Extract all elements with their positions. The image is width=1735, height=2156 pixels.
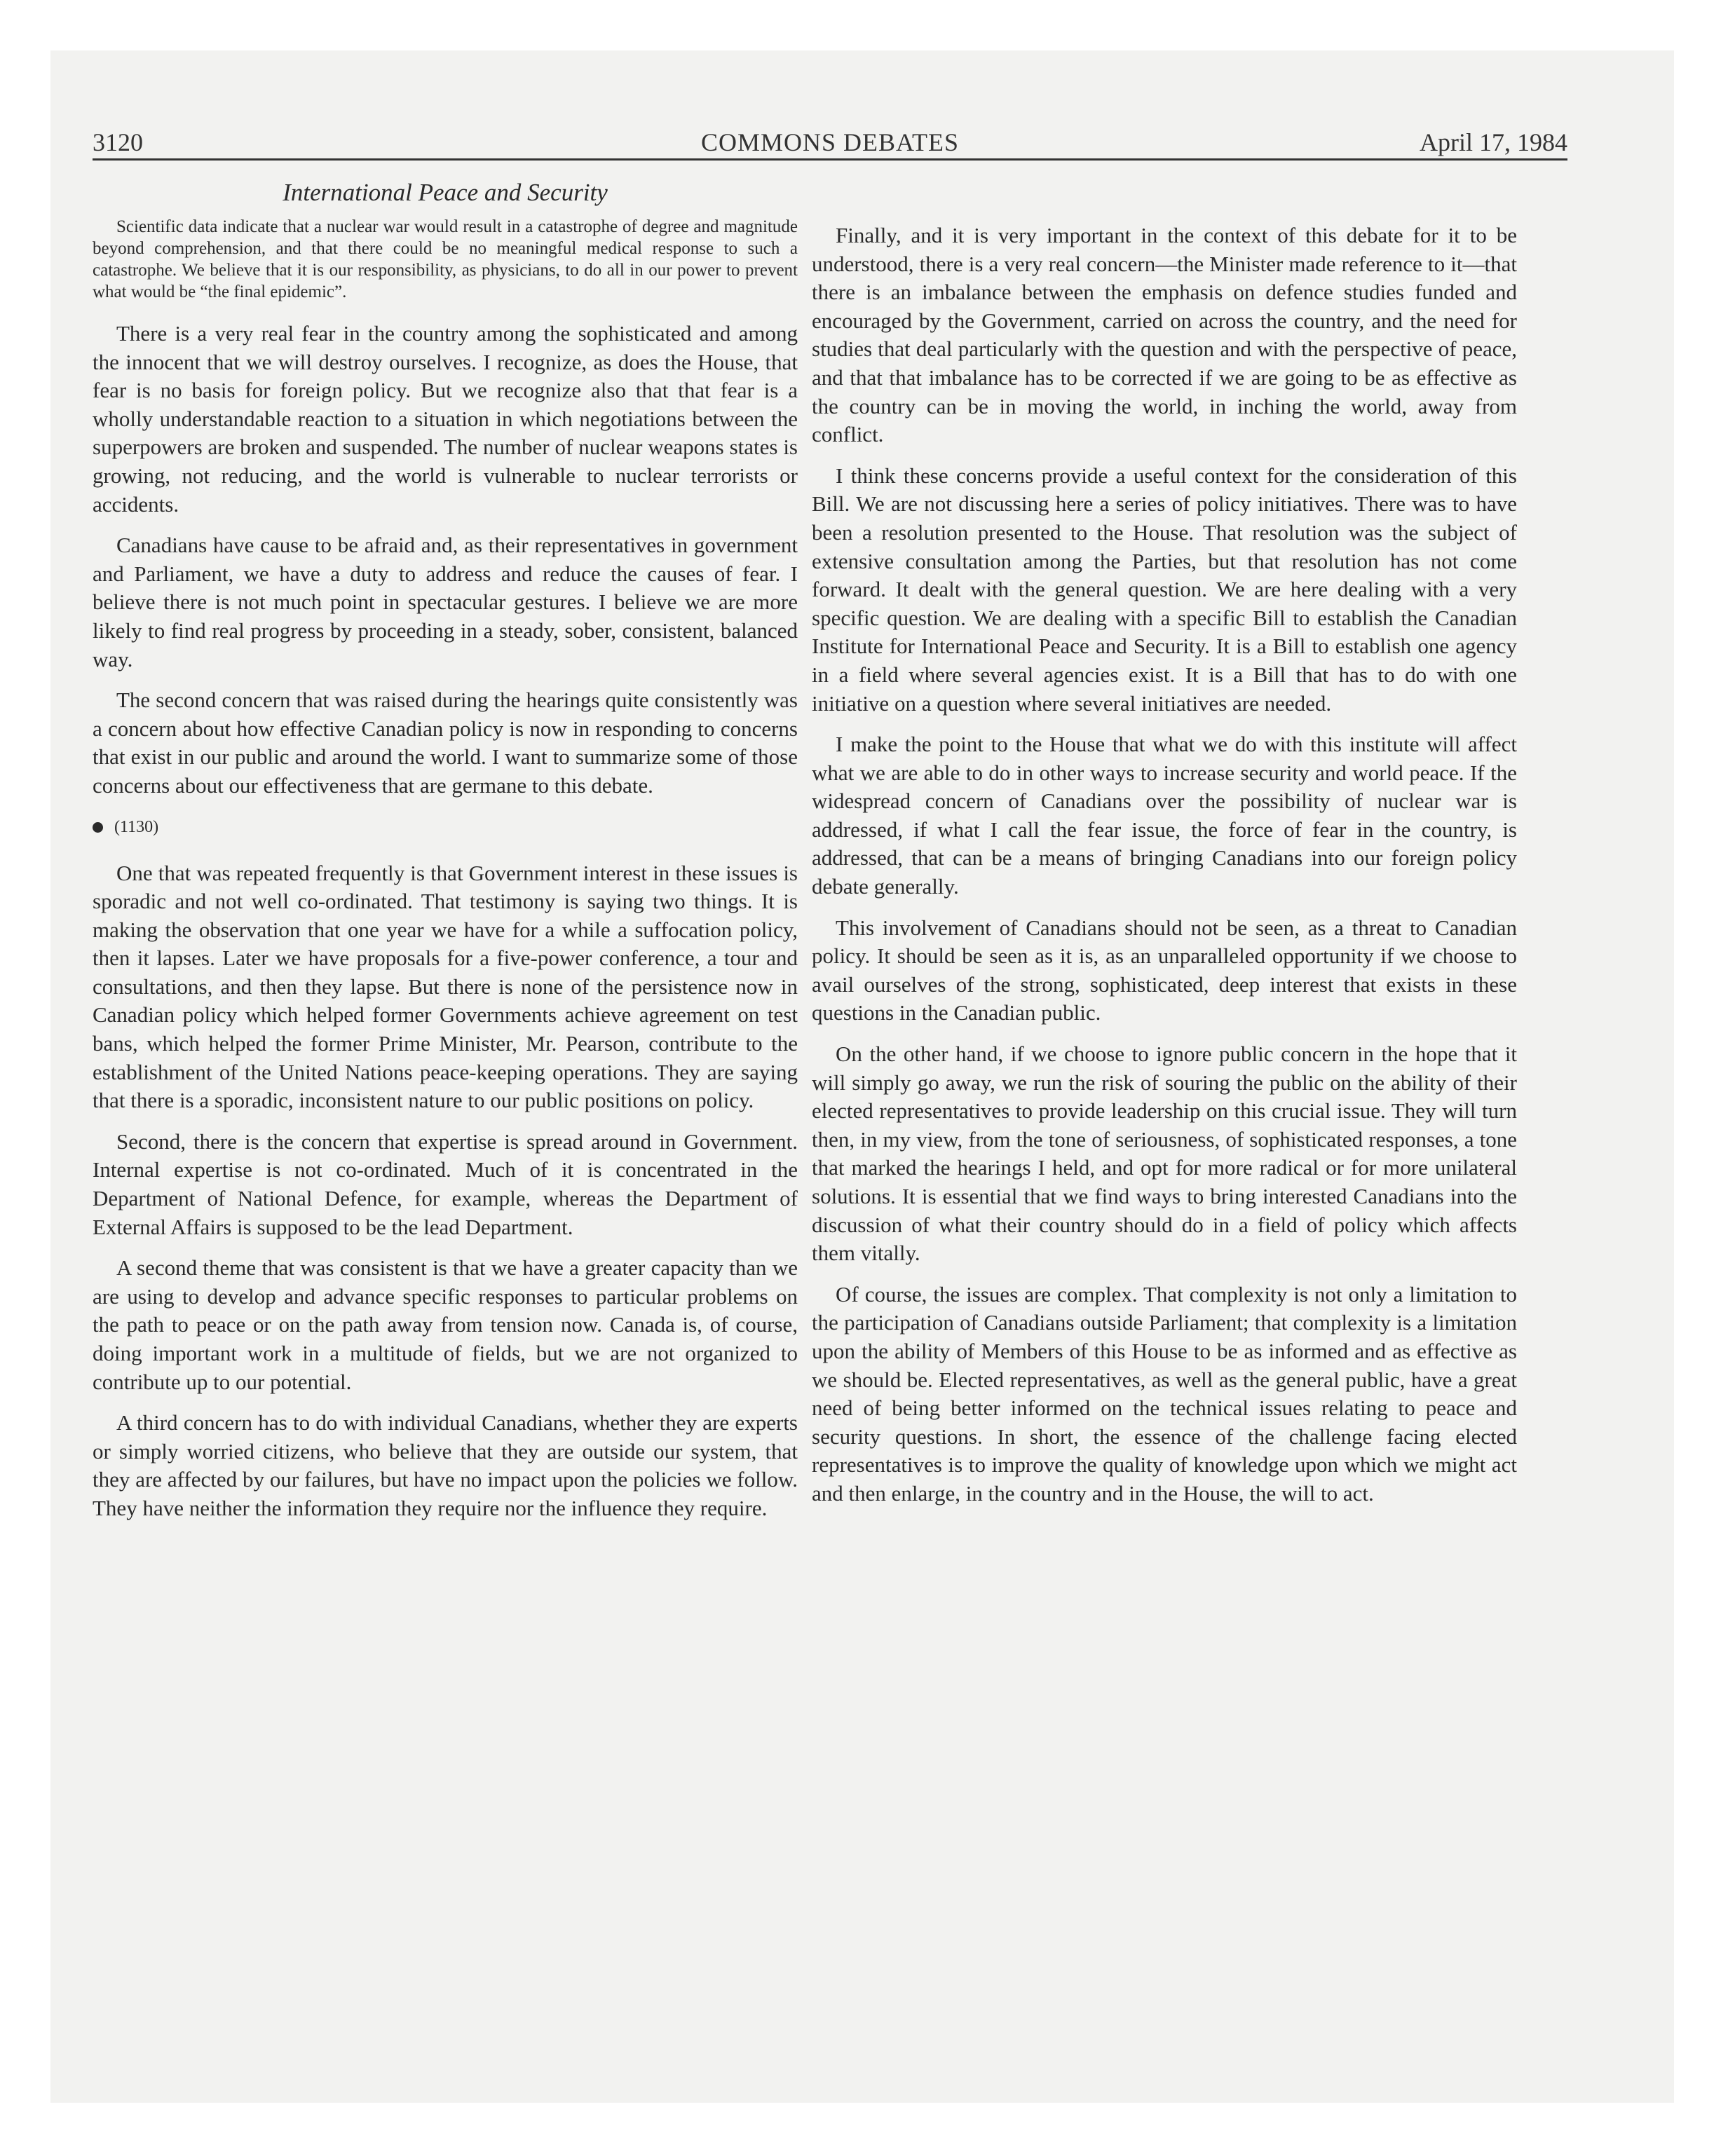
page-header bbox=[93, 126, 1567, 161]
paragraph: The second concern that was raised during the hearings quite consistently was a concern about how effective Canadian policy is now in responding to concerns that exist in our public and around the world. I want to summarize some of those concerns about our effectiveness that are germane to this debate. bbox=[93, 688, 798, 798]
page-number: 3120 bbox=[93, 128, 143, 156]
block-quote: Scientific data indicate that a nuclear war would result in a catastrophe of degree and magnitude beyond comprehension, and that there could be no meaningful medical response to such a catastrophe. We believe that it is our responsibility, as physicians, to do all in our power to prevent what would be “the final epidemic”. bbox=[93, 217, 798, 301]
paragraph: Canadians have cause to be afraid and, as their representatives in government and Parliament, we have a duty to address and reduce the causes of fear. I believe there is not much point in spectacular gestures. I believe we are more likely to find real progress by proceeding in a steady, sober, consistent, balanced way. bbox=[93, 533, 798, 671]
right-column bbox=[812, 221, 1517, 1521]
paragraph: Finally, and it is very important in the context of this debate for it to be understood, there is a very real concern—the Minister made reference to it—that there is an imbalance between the emphasis on defence studies funded and encouraged by the Government, carried on across the country, and the need for studies that deal particularly with the question and with the perspective of peace, and that that imbalance has to be corrected if we are going to be as effective as the country can be in moving the world, in inching the world, away from conflict. bbox=[812, 223, 1517, 447]
paragraph: A second theme that was consistent is that we have a greater capacity than we are using to develop and advance specific responses to particular problems on the path to peace or on the path away from tension now. Canada is, of course, doing important work in a multitude of fields, but we are not organized to contribute up to our potential. bbox=[93, 1255, 798, 1394]
paragraph: I make the point to the House that what we do with this institute will affect what we are able to do in other ways to increase security and world peace. If the widespread concern of Canadians over the possibility of nuclear war is addressed, if what I call the fear issue, the force of fear in the country, is addressed, that can be a means of bringing Canadians into our foreign policy debate generally. bbox=[812, 732, 1517, 899]
paragraph: One that was repeated frequently is that Government interest in these issues is sporadic and not well co-ordinated. That testimony is saying two things. It is making the observation that one year we have for a while a suffocation policy, then it lapses. Later we have proposals for a five-power conference, a tour and consultations, and then they lapse. But there is none of the persistence now in Canadian policy which helped former Governments achieve agreement on test bans, which helped the former Prime Minister, Mr. Pearson, contribute to the establishment of the United Nations peace-keeping operations. They are saying that there is a sporadic, inconsistent nature to our public positions on policy. bbox=[93, 860, 798, 1113]
publication-title: COMMONS DEBATES bbox=[700, 128, 960, 156]
paragraph: On the other hand, if we choose to ignore public concern in the hope that it will simply go away, we run the risk of souring the public on the ability of their elected representatives to provide leadership on this crucial issue. They will turn then, in my view, from the tone of seriousness, of sophisticated responses, a tone that marked the hearings I held, and opt for more radical or for more unilateral solutions. It is essential that we find ways to bring interested Canadians into the discussion of what their country should do in a field of policy which affects them vitally. bbox=[812, 1042, 1517, 1266]
paragraph: A third concern has to do with individual Canadians, whether they are experts or simply worried citizens, who believe that they are outside our system, that they are affected by our failures, but have no impact upon the policies we follow. They have neither the information they require nor the influence they require. bbox=[93, 1410, 798, 1520]
bullet-dot-icon bbox=[93, 822, 103, 833]
paragraph: There is a very real fear in the country among the sophisticated and among the innocent that we will destroy ourselves. I recognize, as does the House, that fear is no basis for foreign policy. But we recognize also that that fear is a wholly understandable reaction to a situation in which negotiations between the superpowers are broken and suspended. The number of nuclear weapons states is growing, not reducing, and the world is vulnerable to nuclear terrorists or accidents. bbox=[93, 321, 798, 517]
paragraph: Second, there is the concern that expertise is spread around in Government. Internal expertise is not co-ordinated. Much of it is concentrated in the Department of National Defence, for example, whereas the Department of External Affairs is supposed to be the lead Department. bbox=[93, 1128, 798, 1239]
paragraph: Of course, the issues are complex. That complexity is not only a limitation to the participation of Canadians outside Parliament; that complexity is a limitation upon the ability of Members of this House to be as informed and as effective as we should be. Elected representatives, as well as the general public, have a great need of being better informed on the technical issues relating to peace and security questions. In short, the essence of the challenge facing elected representatives is to improve the quality of knowledge upon which we might act and then enlarge, in the country and in the House, the will to act. bbox=[812, 1281, 1517, 1506]
publication-date: April 17, 1984 bbox=[1420, 128, 1567, 156]
time-marker-text: (1130) bbox=[114, 817, 159, 836]
left-column bbox=[93, 177, 798, 1536]
section-title: International Peace and Security bbox=[283, 179, 608, 206]
time-marker bbox=[93, 813, 798, 841]
paragraph: This involvement of Canadians should not be seen, as a threat to Canadian policy. It should be seen as it is, as an unparalleled opportunity if we choose to avail ourselves of the strong, sophisticated, deep interest that exists in these questions in the Canadian public. bbox=[812, 915, 1517, 1025]
paragraph: I think these concerns provide a useful context for the consideration of this Bill. We are not discussing here a series of policy initiatives. There was to have been a resolution presented to the House. That resolution was the subject of extensive consultation among the Parties, but that resolution has not come forward. It dealt with the general question. We are here dealing with a very specific question. We are dealing with a specific Bill to establish the Canadian Institute for International Peace and Security. It is a Bill to establish one agency in a field where several agencies exist. It is a Bill that has to do with one initiative on a question where several initiatives are needed. bbox=[812, 463, 1517, 716]
